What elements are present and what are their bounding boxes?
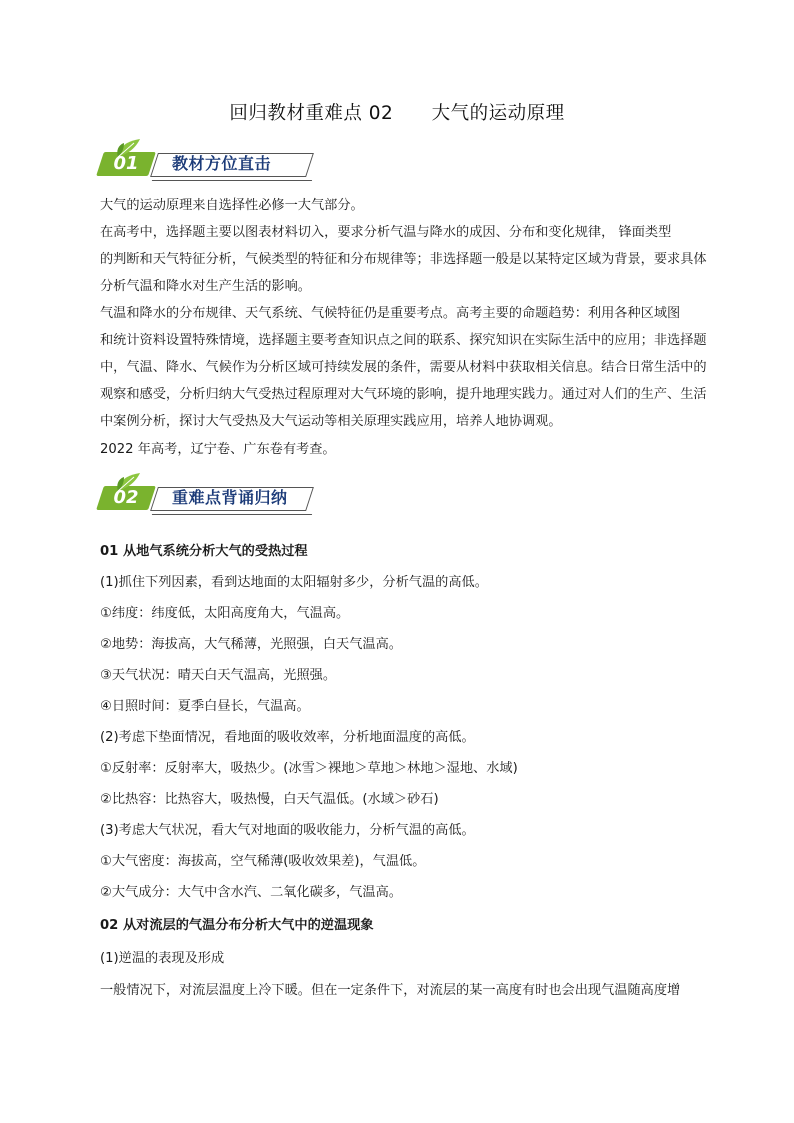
list-line: (2)考虑下垫面情况，看地面的吸收效率，分析地面温度的高低。	[100, 730, 475, 745]
paragraph-line: 分析气温和降水对生产生活的影响。	[100, 279, 311, 294]
paragraph-line: 中，气温、降水、气候作为分析区域可持续发展的条件，需要从材料中获取相关信息。结合日常生活中的	[100, 360, 707, 375]
section-banner-02	[100, 474, 330, 514]
paragraph-line: 和统计资料设置特殊情境，选择题主要考查知识点之间的联系、探究知识在实际生活中的应用；非选择题	[100, 333, 707, 348]
list-line: 一般情况下，对流层温度上冷下暖。但在一定条件下，对流层的某一高度有时也会出现气温随高度增	[100, 983, 681, 998]
banner-label: 重难点背诵归纳	[172, 488, 288, 507]
paragraph-line: 2022 年高考，辽宁卷、广东卷有考查。	[100, 442, 336, 457]
banner-label: 教材方位直击	[172, 154, 272, 173]
list-line: ④日照时间：夏季白昼长，气温高。	[100, 699, 310, 714]
list-line: ①大气密度：海拔高，空气稀薄(吸收效果差)，气温低。	[100, 854, 426, 869]
paragraph-line: 气温和降水的分布规律、天气系统、气候特征仍是重要考点。高考主要的命题趋势：利用各种区域图	[100, 306, 681, 321]
section-banner-01	[100, 140, 330, 180]
subheading: 02 从对流层的气温分布分析大气中的逆温现象	[100, 918, 374, 933]
document-title: 回归教材重难点 02 大气的运动原理	[229, 103, 565, 124]
paragraph-line: 观察和感受，分析归纳大气受热过程原理对大气环境的影响，提升地理实践力。通过对人们的生产、生活	[100, 387, 707, 402]
list-line: (3)考虑大气状况，看大气对地面的吸收能力，分析气温的高低。	[100, 823, 475, 838]
list-line: ③天气状况：晴天白天气温高，光照强。	[100, 668, 337, 683]
paragraph-line: 在高考中，选择题主要以图表材料切入，要求分析气温与降水的成因、分布和变化规律， 锋面类型	[100, 225, 672, 240]
list-line: ②大气成分：大气中含水汽、二氧化碳多，气温高。	[100, 885, 402, 900]
paragraph-line: 大气的运动原理来自选择性必修一大气部分。	[100, 198, 364, 213]
subheading: 01 从地气系统分析大气的受热过程	[100, 544, 308, 559]
list-line: (1)逆温的表现及形成	[100, 951, 225, 966]
paragraph-line: 的判断和天气特征分析，气候类型的特征和分布规律等；非选择题一般是以某特定区域为背景，要求具体	[100, 252, 707, 267]
banner-number: 02	[113, 487, 139, 508]
banner-number: 01	[113, 153, 139, 174]
list-line: ①反射率：反射率大，吸热少。(冰雪＞裸地＞草地＞林地＞湿地、水域)	[100, 761, 518, 776]
list-line: ①纬度：纬度低，太阳高度角大，气温高。	[100, 606, 350, 621]
list-line: ②地势：海拔高，大气稀薄，光照强，白天气温高。	[100, 637, 402, 652]
paragraph-line: 中案例分析，探讨大气受热及大气运动等相关原理实践应用，培养人地协调观。	[100, 414, 562, 429]
list-line: ②比热容：比热容大，吸热慢，白天气温低。(水域＞砂石)	[100, 792, 439, 807]
list-line: (1)抓住下列因素，看到达地面的太阳辐射多少，分析气温的高低。	[100, 575, 488, 590]
